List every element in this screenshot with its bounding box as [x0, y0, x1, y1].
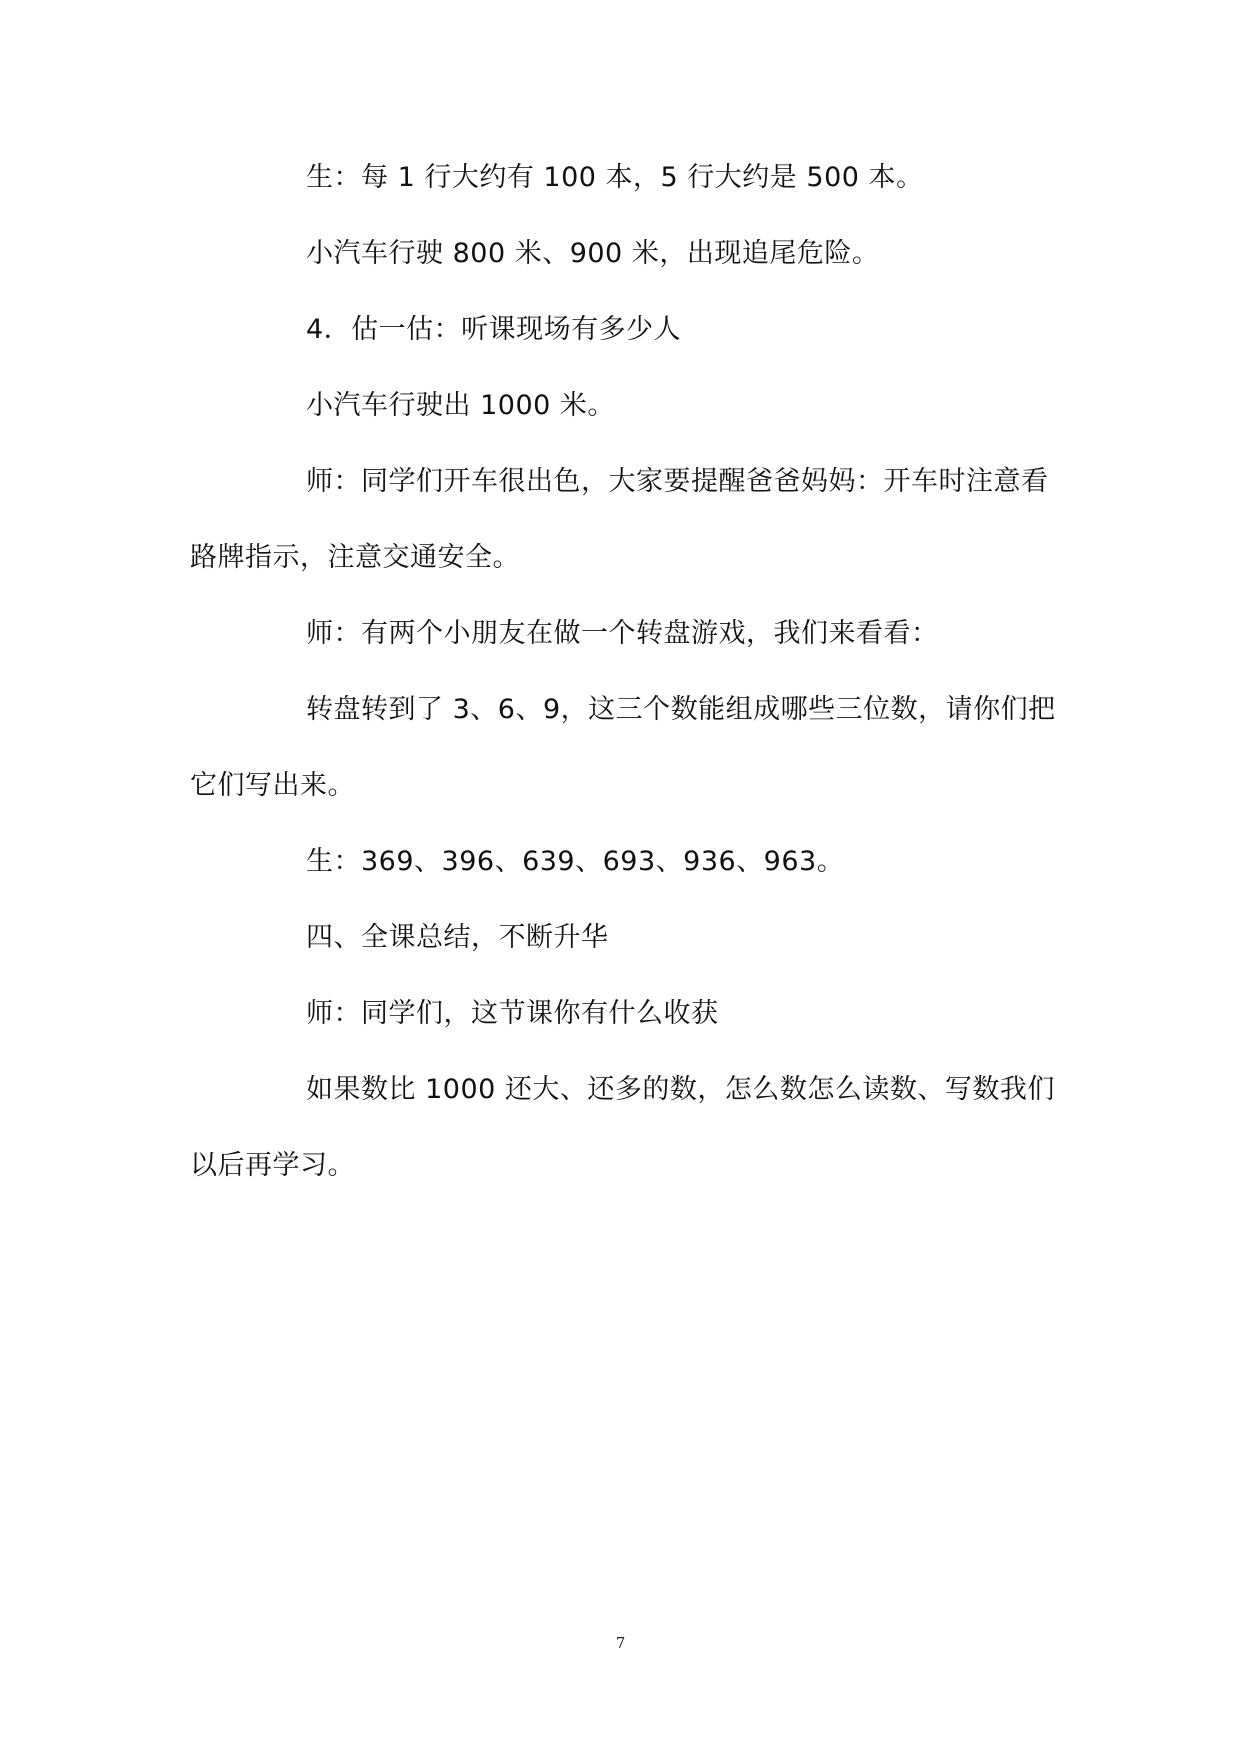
paragraph-3: 4．估一估：听课现场有多少人: [306, 314, 682, 345]
paragraph-7: 转盘转到了 3、6、9，这三个数能组成哪些三位数，请你们把它们写出来。: [190, 694, 1056, 801]
paragraph-11: 如果数比 1000 还大、还多的数，怎么数怎么读数、写数我们以后再学习。: [190, 1074, 1055, 1181]
paragraph-9: 四、全课总结，不断升华: [306, 922, 609, 953]
paragraph-10: 师：同学们，这节课你有什么收获: [306, 998, 719, 1029]
body-text: [190, 140, 1060, 1204]
paragraph-1: 生：每 1 行大约有 100 本，5 行大约是 500 本。: [306, 162, 924, 193]
paragraph-6: 师：有两个小朋友在做一个转盘游戏，我们来看看：: [306, 618, 939, 649]
paragraph-2: 小汽车行驶 800 米、900 米，出现追尾危险。: [306, 238, 880, 269]
paragraph-8: 生：369、396、639、693、936、963。: [306, 846, 845, 877]
page-number: 7: [615, 1634, 626, 1652]
paragraph-4: 小汽车行驶出 1000 米。: [306, 390, 615, 421]
paragraph-5: 师：同学们开车很出色，大家要提醒爸爸妈妈：开车时注意看路牌指示，注意交通安全。: [190, 466, 1049, 573]
